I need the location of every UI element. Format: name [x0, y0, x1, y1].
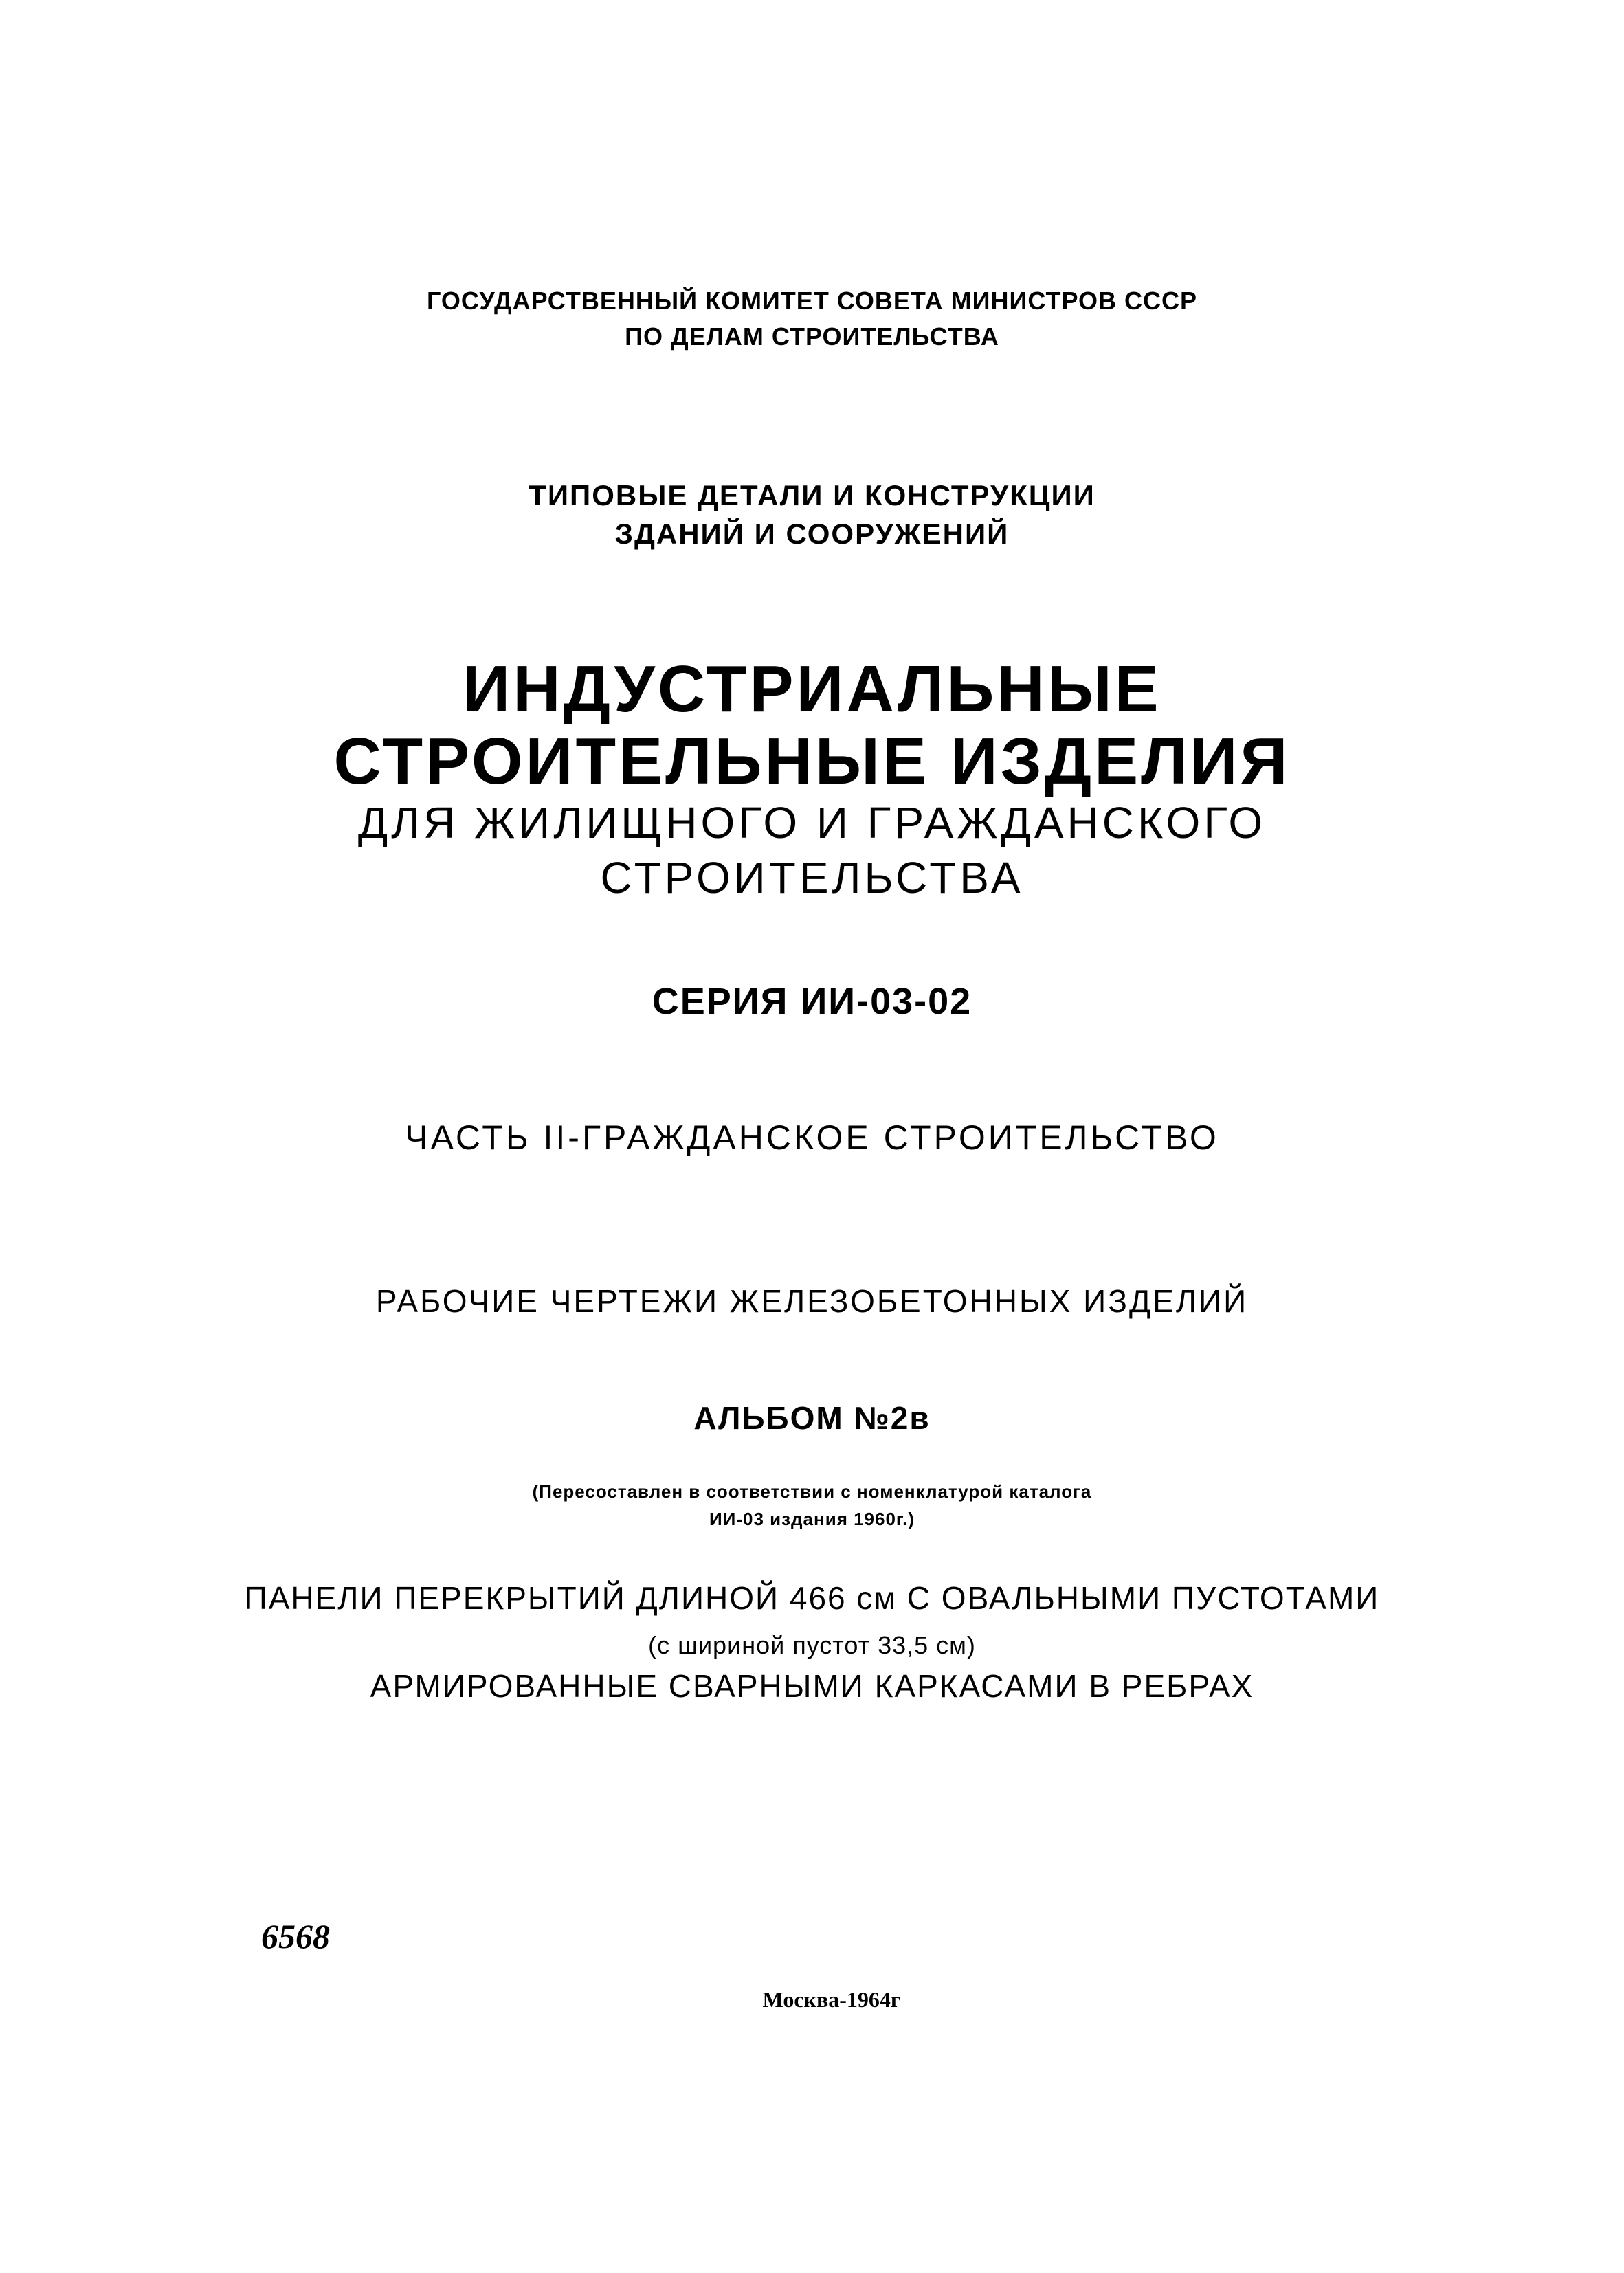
ministry-line-2: ПО ДЕЛАМ СТРОИТЕЛЬСТВА: [625, 322, 999, 351]
album-number: АЛЬБОМ №2в: [693, 1400, 931, 1436]
product-description-line-2: (с шириной пустот 33,5 см): [648, 1631, 976, 1659]
drawings-title: РАБОЧИЕ ЧЕРТЕЖИ ЖЕЛЕЗОБЕТОННЫХ ИЗДЕЛИЙ: [375, 1283, 1249, 1319]
revision-note-line-1: (Пересоставлен в соответствии с номенклатурой каталога: [532, 1481, 1092, 1502]
main-title-line-1: ИНДУСТРИАЛЬНЫЕ: [463, 652, 1161, 726]
typical-details-line-1: ТИПОВЫЕ ДЕТАЛИ И КОНСТРУКЦИИ: [529, 479, 1095, 511]
revision-note-line-2: ИИ-03 издания 1960г.): [709, 1509, 915, 1529]
part-title: ЧАСТЬ II-ГРАЖДАНСКОЕ СТРОИТЕЛЬСТВО: [405, 1118, 1219, 1157]
main-title-line-2: СТРОИТЕЛЬНЫЕ ИЗДЕЛИЯ: [333, 724, 1291, 798]
subtitle-line-2: СТРОИТЕЛЬСТВА: [600, 853, 1024, 902]
subtitle-line-1: ДЛЯ ЖИЛИЩНОГО И ГРАЖДАНСКОГО: [357, 798, 1267, 847]
product-description-line-3: АРМИРОВАННЫЕ СВАРНЫМИ КАРКАСАМИ В РЕБРАХ: [370, 1668, 1254, 1704]
imprint-place-year: Москва-1964г: [762, 1987, 901, 2012]
series-number: СЕРИЯ ИИ-03-02: [652, 981, 972, 1022]
product-description-line-1: ПАНЕЛИ ПЕРЕКРЫТИЙ ДЛИНОЙ 466 см С ОВАЛЬНЫМИ ПУСТОТАМИ: [244, 1580, 1380, 1616]
typical-details-line-2: ЗДАНИЙ И СООРУЖЕНИЙ: [614, 518, 1010, 550]
ministry-line-1: ГОСУДАРСТВЕННЫЙ КОМИТЕТ СОВЕТА МИНИСТРОВ СССР: [426, 287, 1198, 315]
document-number: 6568: [261, 1917, 330, 1955]
